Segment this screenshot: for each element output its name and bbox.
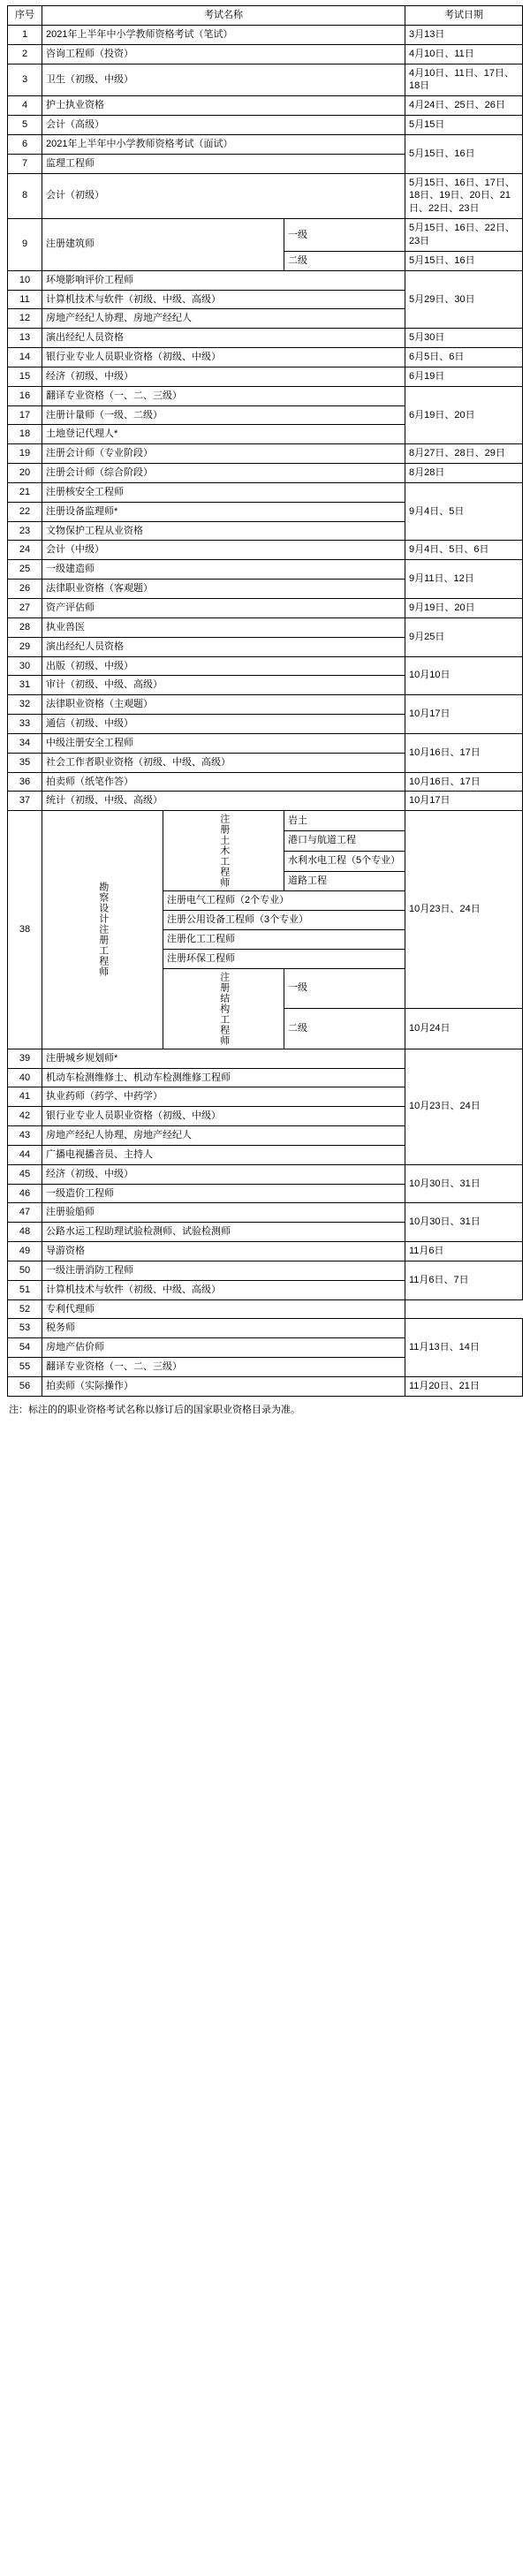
table-row [8,219,523,252]
subcategory-vertical-label: 注册结构工程师 [218,971,230,1046]
exam-subitem: 注册环保工程师 [163,949,405,968]
table-row [8,656,523,676]
exam-date: 3月13日 [405,25,523,44]
row-number: 22 [8,502,42,521]
exam-date: 9月19日、20日 [405,599,523,618]
table-row [8,348,523,367]
exam-name: 经济（初级、中级） [42,1164,405,1184]
category-vertical [42,811,163,1049]
exam-name: 拍卖师（纸笔作答） [42,772,405,792]
row-number: 6 [8,134,42,154]
row-number: 28 [8,617,42,637]
row-number: 14 [8,348,42,367]
exam-date: 5月15日、16日 [405,251,523,270]
table-row [8,733,523,753]
exam-name: 环境影响评价工程师 [42,270,405,290]
exam-subitem: 注册公用设备工程师（3个专业） [163,911,405,930]
exam-date: 8月28日 [405,464,523,483]
exam-date: 10月17日 [405,792,523,811]
table-row [8,1242,523,1261]
exam-subitem: 岩土 [284,811,405,831]
row-number: 36 [8,772,42,792]
exam-name: 注册验船师 [42,1203,405,1223]
table-row [8,386,523,405]
exam-date: 10月23日、24日 [405,1049,523,1164]
row-number: 3 [8,64,42,96]
table-row [8,772,523,792]
exam-name: 2021年上半年中小学教师资格考试（面试） [42,134,405,154]
table-row [8,482,523,502]
exam-date: 9月4日、5日、6日 [405,541,523,560]
row-number: 10 [8,270,42,290]
row-number: 13 [8,329,42,348]
exam-name: 注册会计师（专业阶段） [42,444,405,464]
row-number: 52 [8,1299,42,1319]
table-row [8,270,523,290]
exam-name: 注册会计师（综合阶段） [42,464,405,483]
exam-name: 土地登记代理人* [42,425,405,444]
table-row [8,444,523,464]
exam-date: 10月17日 [405,695,523,734]
exam-name: 护士执业资格 [42,96,405,116]
row-number: 33 [8,715,42,734]
row-number: 8 [8,173,42,219]
exam-schedule-table [7,5,523,1397]
table-row [8,1377,523,1397]
row-number: 34 [8,733,42,753]
row-number: 45 [8,1164,42,1184]
row-number: 16 [8,386,42,405]
row-number: 19 [8,444,42,464]
row-number: 53 [8,1319,42,1338]
row-number: 47 [8,1203,42,1223]
row-number: 39 [8,1049,42,1068]
table-row [8,1049,523,1068]
column-header-name: 考试名称 [42,6,405,26]
exam-name: 机动车检测维修士、机动车检测维修工程师 [42,1068,405,1087]
row-number: 35 [8,753,42,772]
row-number: 23 [8,521,42,541]
row-number: 50 [8,1261,42,1280]
exam-name: 翻译专业资格（一、二、三级） [42,386,405,405]
exam-subitem: 水利水电工程（5个专业） [284,851,405,871]
column-header-date: 考试日期 [405,6,523,26]
exam-name: 税务师 [42,1319,405,1338]
exam-date: 5月29日、30日 [405,270,523,329]
table-row [8,367,523,386]
row-number: 55 [8,1358,42,1377]
exam-name: 注册设备监理师* [42,502,405,521]
table-row [8,541,523,560]
table-row [8,64,523,96]
row-number: 44 [8,1145,42,1164]
exam-date: 4月10日、11日 [405,44,523,64]
exam-date: 5月15日 [405,116,523,135]
exam-date: 6月5日、6日 [405,348,523,367]
exam-date: 10月10日 [405,656,523,695]
exam-name: 会计（初级） [42,173,405,219]
exam-name: 注册建筑师 [42,219,284,271]
table-header-row [8,6,523,26]
exam-date: 10月30日、31日 [405,1164,523,1203]
exam-date: 6月19日、20日 [405,386,523,444]
row-number: 46 [8,1184,42,1203]
exam-date: 5月15日、16日、22日、23日 [405,219,523,252]
row-number: 20 [8,464,42,483]
exam-date: 11月6日 [405,1242,523,1261]
exam-date: 9月25日 [405,617,523,656]
row-number: 37 [8,792,42,811]
table-row [8,134,523,154]
row-number: 30 [8,656,42,676]
table-row [8,173,523,219]
exam-name: 统计（初级、中级、高级） [42,792,405,811]
row-number: 54 [8,1338,42,1358]
table-row [8,329,523,348]
row-number: 24 [8,541,42,560]
row-number: 1 [8,25,42,44]
exam-name: 执业兽医 [42,617,405,637]
exam-name: 广播电视播音员、主持人 [42,1145,405,1164]
exam-name: 社会工作者职业资格（初级、中级、高级） [42,753,405,772]
exam-name: 房地产经纪人协理、房地产经纪人 [42,309,405,329]
exam-name: 执业药师（药学、中药学） [42,1087,405,1107]
row-number: 32 [8,695,42,715]
row-number: 17 [8,405,42,425]
table-row [8,1203,523,1223]
exam-name: 拍卖师（实际操作） [42,1377,405,1397]
exam-name: 2021年上半年中小学教师资格考试（笔试） [42,25,405,44]
table-body [8,25,523,1396]
footnote: 注：标注的的职业资格考试名称以修订后的国家职业资格目录为准。 [9,1404,300,1415]
exam-name: 翻译专业资格（一、二、三级） [42,1358,405,1377]
table-row [8,464,523,483]
row-number: 9 [8,219,42,271]
table-row [8,44,523,64]
row-number: 4 [8,96,42,116]
row-number: 5 [8,116,42,135]
row-number: 56 [8,1377,42,1397]
row-number: 26 [8,580,42,599]
exam-date: 10月30日、31日 [405,1203,523,1242]
table-row [8,811,523,831]
exam-subitem: 道路工程 [284,871,405,891]
exam-name: 资产评估师 [42,599,405,618]
exam-name: 出版（初级、中级） [42,656,405,676]
exam-name: 注册城乡规划师* [42,1049,405,1068]
exam-date: 10月16日、17日 [405,772,523,792]
exam-name: 注册核安全工程师 [42,482,405,502]
exam-date: 4月10日、11日、17日、18日 [405,64,523,96]
exam-date: 11月20日、21日 [405,1377,523,1397]
exam-name: 演出经纪人员资格 [42,329,405,348]
exam-name: 房地产经纪人协理、房地产经纪人 [42,1126,405,1146]
exam-subitem: 港口与航道工程 [284,831,405,852]
table-row [8,695,523,715]
table-row [8,116,523,135]
exam-name: 专利代理师 [42,1299,405,1319]
exam-name: 公路水运工程助理试验检测师、试验检测师 [42,1223,405,1242]
table-row [8,792,523,811]
subcategory-vertical [163,968,284,1049]
exam-name: 咨询工程师（投资） [42,44,405,64]
subcategory-vertical-label: 注册土木工程师 [218,814,230,889]
table-row [8,560,523,580]
table-row [8,25,523,44]
exam-name: 经济（初级、中级） [42,367,405,386]
row-number: 48 [8,1223,42,1242]
row-number: 38 [8,811,42,1049]
row-number: 43 [8,1126,42,1146]
exam-name: 银行业专业人员职业资格（初级、中级） [42,1107,405,1126]
exam-name: 演出经纪人员资格 [42,637,405,656]
row-number: 49 [8,1242,42,1261]
exam-date: 8月27日、28日、29日 [405,444,523,464]
exam-name: 导游资格 [42,1242,405,1261]
exam-name: 一级建造师 [42,560,405,580]
table-row [8,599,523,618]
exam-date: 11月6日、7日 [405,1261,523,1299]
exam-name: 卫生（初级、中级） [42,64,405,96]
row-number: 21 [8,482,42,502]
exam-date: 5月15日、16日 [405,134,523,173]
exam-name: 一级注册消防工程师 [42,1261,405,1280]
exam-date: 5月30日 [405,329,523,348]
subcategory-vertical [163,811,284,891]
row-number: 51 [8,1280,42,1299]
exam-subitem: 二级 [284,251,405,270]
exam-name: 计算机技术与软件（初级、中级、高级） [42,290,405,309]
table-row [8,1164,523,1184]
exam-name: 中级注册安全工程师 [42,733,405,753]
row-number: 25 [8,560,42,580]
exam-name: 注册计量师（一级、二级） [42,405,405,425]
row-number: 18 [8,425,42,444]
exam-name: 文物保护工程从业资格 [42,521,405,541]
exam-name: 法律职业资格（主观题） [42,695,405,715]
exam-name: 通信（初级、中级） [42,715,405,734]
category-vertical-label: 勘察设计注册工程师 [97,882,109,978]
exam-name: 计算机技术与软件（初级、中级、高级） [42,1280,405,1299]
table-head [8,6,523,26]
exam-name: 会计（中级） [42,541,405,560]
column-header-no: 序号 [8,6,42,26]
table-row [8,617,523,637]
exam-name: 审计（初级、中级、高级） [42,676,405,695]
row-number: 41 [8,1087,42,1107]
exam-name: 一级造价工程师 [42,1184,405,1203]
exam-subitem: 一级 [284,968,405,1009]
exam-name: 银行业专业人员职业资格（初级、中级） [42,348,405,367]
exam-date: 4月24日、25日、26日 [405,96,523,116]
exam-name: 监理工程师 [42,154,405,173]
exam-subitem: 注册电气工程师（2个专业） [163,891,405,911]
table-row [8,1299,523,1319]
exam-date: 6月19日 [405,367,523,386]
row-number: 12 [8,309,42,329]
exam-date: 11月13日、14日 [405,1319,523,1377]
exam-date: 9月11日、12日 [405,560,523,599]
table-row [8,1319,523,1338]
row-number: 15 [8,367,42,386]
exam-name: 房地产估价师 [42,1338,405,1358]
exam-date: 10月16日、17日 [405,733,523,772]
row-number: 31 [8,676,42,695]
row-number: 42 [8,1107,42,1126]
exam-date: 9月4日、5日 [405,482,523,541]
row-number: 2 [8,44,42,64]
exam-date: 10月23日、24日 [405,811,523,1009]
table-row [8,96,523,116]
row-number: 27 [8,599,42,618]
exam-subitem: 二级 [284,1009,405,1049]
exam-date: 5月15日、16日、17日、18日、19日、20日、21日、22日、23日 [405,173,523,219]
exam-name: 法律职业资格（客观题） [42,580,405,599]
exam-name: 会计（高级） [42,116,405,135]
row-number: 7 [8,154,42,173]
row-number: 40 [8,1068,42,1087]
row-number: 11 [8,290,42,309]
table-row [8,1261,523,1280]
row-number: 29 [8,637,42,656]
exam-subitem: 注册化工工程师 [163,929,405,949]
exam-subitem: 一级 [284,219,405,252]
exam-date: 10月24日 [405,1009,523,1049]
